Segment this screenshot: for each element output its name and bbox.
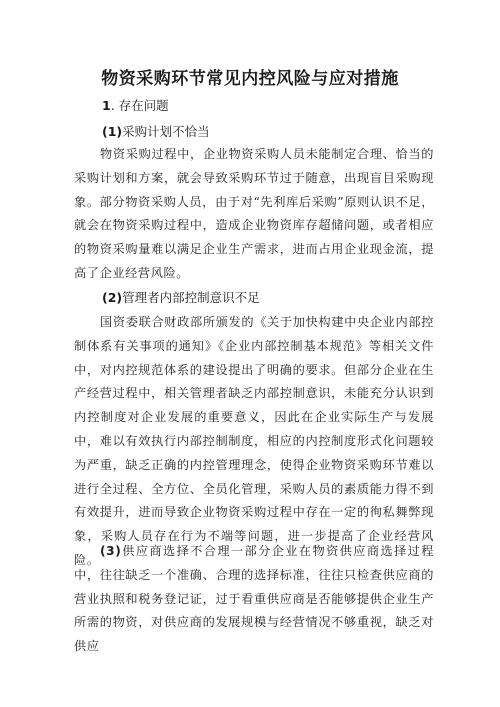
paragraph-text: 国资委联合财政部所颁发的《关于加快构建中央企业内部控制体系有关事项的通知》《企业内部控制基本规范》等相关文件中，对内控规范体系的建设提出了明确的要求。但部分企业在生产经营过程中，相关管理者缺乏内部控制意识，未能充分认识到内控制度对企业发展的重要意义，因此在企业实际生产与发展中，难以有效执行内部控制制度，相应的内控制度形式化问题较为严重，缺乏正确的内控管理理念，使得企业物资采购环节难以进行全过程、全方位、全员化管理，采购人员的素质能力得不到有效提升，进而导致企业物资采购过程中存在一定的徇私舞弊现象，采购人员存在行为不端等问题，进一步提高了企业经营风险。 (74, 315, 434, 567)
paragraph-2 (74, 311, 434, 573)
subsection-heading-text: 供应商选择不合理 (121, 544, 231, 558)
section-heading-1 (102, 96, 169, 114)
subsection-heading-1 (102, 122, 210, 140)
section-heading-text: . 存在问题 (110, 98, 169, 113)
subsection-heading-text: 管理者内部控制意识不足 (122, 290, 260, 305)
subsection-number: (2) (102, 290, 123, 305)
paragraph-1 (74, 143, 434, 286)
paragraph-text: 物资采购过程中，企业物资采购人员未能制定合理、恰当的采购计划和方案，就会导致采购环节过于随意，出现盲目采购现象。部分物资采购人员，由于对“先利库后采购”原则认识不足，就会在物资采购过程中，造成企业物资库存超储问题，或者相应的物资采购量难以满足企业生产需求，进而占用企业现金流，提高了企业经营风险。 (74, 147, 434, 280)
subsection-number: (1) (102, 124, 123, 139)
paragraph-3 (74, 540, 434, 659)
section-number: 1 (102, 98, 111, 113)
document-title: 物资采购环节常见内控风险与应对措施 (101, 69, 399, 89)
paragraph-text: 一部分企业在物资供应商选择过程中，往往缺乏一个准确、合理的选择标准，往往只检查供应商的营业执照和税务登记证，过于看重供应商是否能够提供企业生产所需的物资，对供应商的发展规模与经营情况不够重视，缺乏对供应 (74, 544, 434, 654)
subsection-heading-text: 采购计划不恰当 (122, 124, 210, 139)
subsection-number: (3) (100, 544, 122, 558)
subsection-heading-2 (102, 288, 260, 306)
